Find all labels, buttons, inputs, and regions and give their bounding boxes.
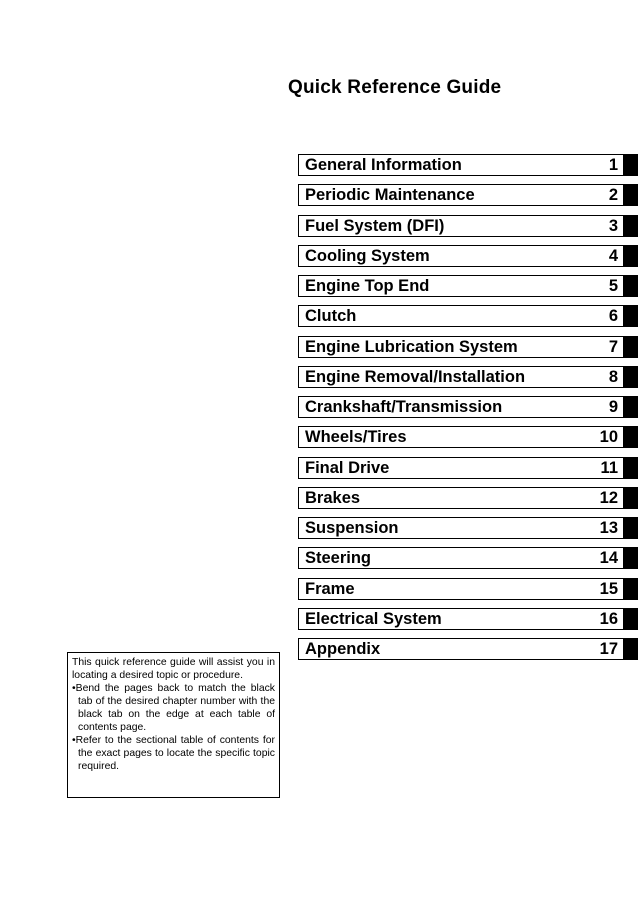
chapter-tab <box>624 457 638 479</box>
chapter-row[interactable] <box>298 638 624 660</box>
chapter-number: 7 <box>608 337 618 356</box>
chapter-row[interactable] <box>298 366 624 388</box>
chapter-tab <box>624 517 638 539</box>
chapter-tab <box>624 366 638 388</box>
chapter-label: Fuel System (DFI) <box>305 216 445 235</box>
chapter-number: 15 <box>599 579 618 598</box>
chapter-label: Engine Removal/Installation <box>305 367 526 386</box>
chapter-number: 6 <box>608 307 618 326</box>
chapter-number: 13 <box>599 519 618 537</box>
usage-note <box>67 652 280 798</box>
chapter-label: Cooling System <box>305 246 430 265</box>
chapter-row[interactable] <box>298 578 624 600</box>
chapter-row[interactable] <box>298 305 624 327</box>
chapter-number: 12 <box>599 488 618 507</box>
chapter-tab <box>624 154 638 176</box>
chapter-label: Frame <box>305 579 355 598</box>
chapter-label: Brakes <box>305 488 361 507</box>
chapter-number: 5 <box>608 277 618 295</box>
chapter-number: 2 <box>608 186 618 205</box>
chapter-row[interactable] <box>298 426 624 448</box>
note-intro: This quick reference guide will assist you in locating a desired topic or procedure. <box>72 657 275 681</box>
chapter-label: Final Drive <box>305 458 390 477</box>
chapter-list <box>298 154 638 668</box>
chapter-label: Electrical System <box>305 609 442 628</box>
chapter-number: 4 <box>608 246 618 265</box>
chapter-label: General Information <box>305 156 462 174</box>
chapter-row[interactable] <box>298 608 624 630</box>
chapter-number: 3 <box>608 216 618 235</box>
chapter-number: 9 <box>608 398 618 416</box>
chapter-tab <box>624 396 638 418</box>
chapter-label: Clutch <box>305 307 357 326</box>
chapter-tab <box>624 336 638 358</box>
chapter-tab <box>624 184 638 206</box>
chapter-number: 16 <box>599 609 618 628</box>
chapter-row[interactable] <box>298 487 624 509</box>
chapter-label: Suspension <box>305 519 399 537</box>
chapter-row[interactable] <box>298 184 624 206</box>
chapter-tab <box>624 578 638 600</box>
chapter-row[interactable] <box>298 154 624 176</box>
chapter-tab <box>624 215 638 237</box>
chapter-row[interactable] <box>298 547 624 569</box>
chapter-row[interactable] <box>298 396 624 418</box>
chapter-row[interactable] <box>298 275 624 297</box>
chapter-label: Crankshaft/Transmission <box>305 398 503 416</box>
chapter-label: Periodic Maintenance <box>305 186 475 205</box>
chapter-tab <box>624 608 638 630</box>
chapter-label: Steering <box>305 549 372 568</box>
chapter-number: 17 <box>599 640 618 658</box>
page-title: Quick Reference Guide <box>288 77 502 98</box>
chapter-row[interactable] <box>298 245 624 267</box>
chapter-tab <box>624 638 638 660</box>
chapter-label: Engine Top End <box>305 277 430 295</box>
chapter-tab <box>624 245 638 267</box>
chapter-number: 11 <box>600 458 618 477</box>
chapter-row[interactable] <box>298 215 624 237</box>
chapter-tab <box>624 547 638 569</box>
note-bullet: •Bend the pages back to match the black tab of the desired chapter number with the black tab on the edge at each table of contents page. <box>72 683 275 733</box>
chapter-label: Appendix <box>305 640 381 658</box>
chapter-tab <box>624 305 638 327</box>
chapter-label: Wheels/Tires <box>305 428 407 447</box>
chapter-number: 10 <box>599 428 618 447</box>
chapter-number: 14 <box>599 549 618 568</box>
chapter-row[interactable] <box>298 457 624 479</box>
chapter-tab <box>624 275 638 297</box>
chapter-label: Engine Lubrication System <box>305 337 518 356</box>
note-bullet: •Refer to the sectional table of contents for the exact pages to locate the specific topic required. <box>72 735 275 772</box>
chapter-row[interactable] <box>298 336 624 358</box>
chapter-number: 8 <box>608 367 618 386</box>
chapter-number: 1 <box>608 156 618 174</box>
chapter-tab <box>624 487 638 509</box>
chapter-tab <box>624 426 638 448</box>
chapter-row[interactable] <box>298 517 624 539</box>
